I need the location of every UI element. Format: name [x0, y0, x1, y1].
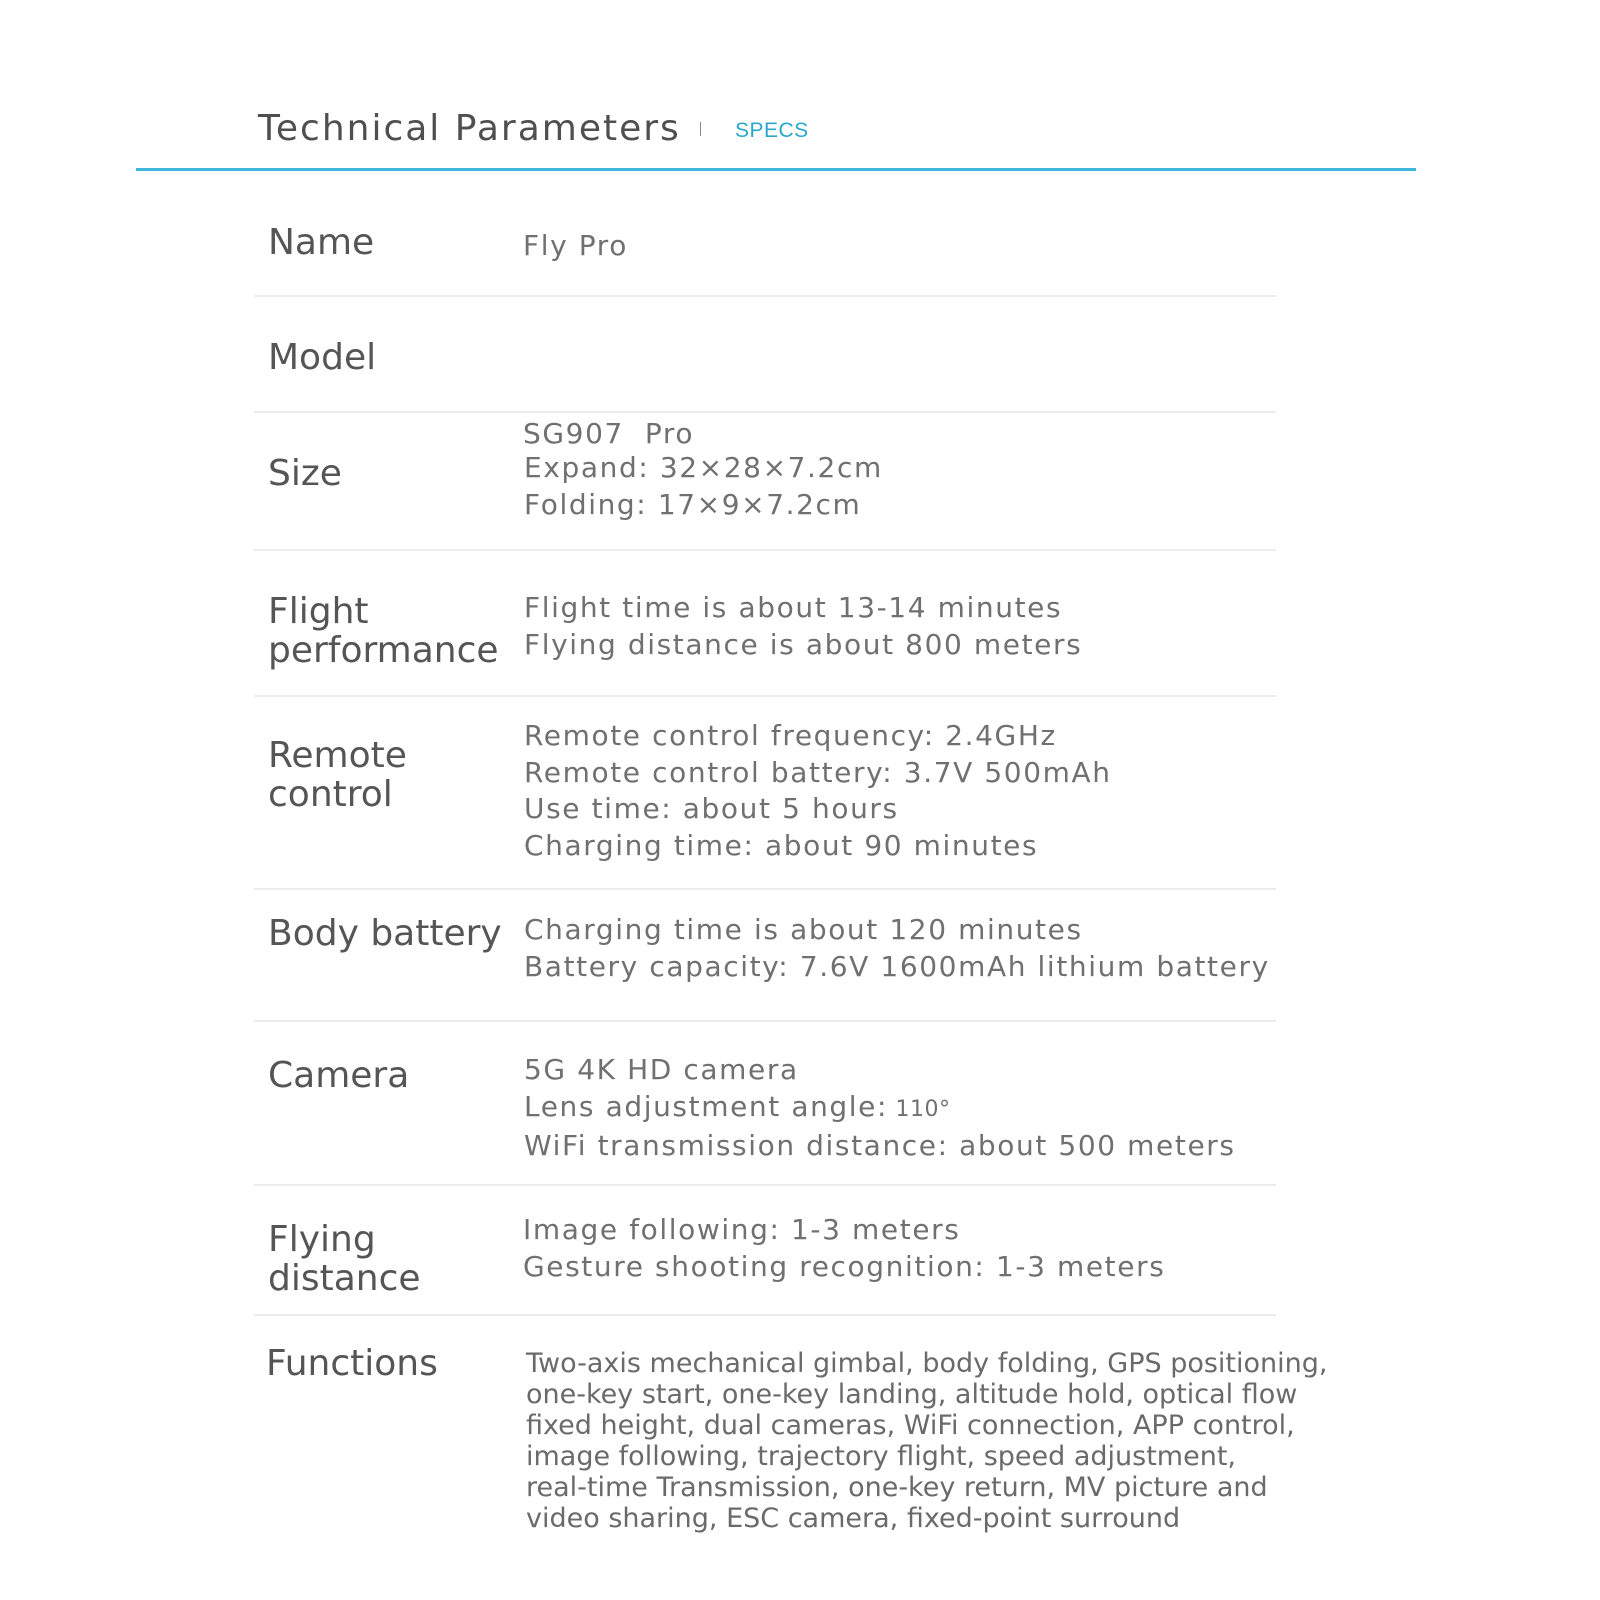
row-divider [254, 888, 1276, 890]
spec-functions-text [526, 1348, 1328, 1534]
spec-values [524, 718, 1112, 864]
spec-label-line: performance [268, 630, 499, 671]
spec-values [524, 450, 883, 523]
spec-value: 5G 4K HD camera [524, 1053, 799, 1086]
spec-value-degree: 110° [888, 1096, 951, 1122]
functions-line: Two-axis mechanical gimbal, body folding, GPS positioning, [526, 1348, 1328, 1379]
page-subtitle: SPECS [735, 119, 809, 142]
spec-value: Battery capacity: 7.6V 1600mAh lithium battery [524, 949, 1270, 983]
spec-value: Gesture shooting recognition: 1-3 meters [523, 1249, 1166, 1283]
spec-label-line: Remote [268, 735, 407, 776]
spec-value: Charging time: about 90 minutes [524, 828, 1039, 862]
functions-line: real-time Transmission, one-key return, MV picture and [526, 1472, 1268, 1503]
spec-label: Camera [268, 1055, 410, 1096]
spec-value: Charging time is about 120 minutes [524, 913, 1083, 946]
spec-value: Remote control frequency: 2.4GHz [524, 719, 1057, 752]
spec-value-angle [524, 1089, 1236, 1129]
spec-label: Functions [266, 1343, 438, 1384]
spec-value: Use time: about 5 hours [524, 792, 899, 825]
row-divider [254, 549, 1276, 551]
row-divider [254, 1314, 1276, 1316]
spec-value: SG907 Pro [523, 417, 695, 450]
spec-value: Fly Pro [523, 229, 628, 262]
spec-values [524, 590, 1082, 663]
spec-label-line: Flying [268, 1219, 376, 1260]
spec-value: Remote control battery: 3.7V 500mAh [524, 755, 1112, 789]
spec-values [524, 1052, 1236, 1165]
functions-line: video sharing, ESC camera, fixed-point surround [526, 1503, 1181, 1534]
header-rule [136, 168, 1416, 171]
functions-line: one-key start, one-key landing, altitude hold, optical flow [526, 1379, 1298, 1410]
functions-line: fixed height, dual cameras, WiFi connection, APP control, [526, 1410, 1295, 1441]
functions-line: image following, trajectory flight, speed adjustment, [526, 1441, 1236, 1472]
spec-label [268, 1220, 513, 1298]
row-divider [254, 1020, 1276, 1022]
spec-value: Flying distance is about 800 meters [524, 627, 1083, 661]
spec-value: Image following: 1-3 meters [523, 1213, 961, 1246]
spec-label: Model [268, 337, 377, 378]
spec-values [524, 912, 1270, 985]
spec-values [523, 1212, 1165, 1285]
spec-label: Name [268, 222, 375, 263]
spec-label [268, 736, 513, 814]
spec-label-line: distance [268, 1258, 421, 1299]
spec-value: Folding: 17×9×7.2cm [524, 487, 862, 521]
spec-values [523, 228, 628, 265]
spec-value: WiFi transmission distance: about 500 meters [524, 1129, 1236, 1162]
spec-label-line: control [268, 774, 393, 815]
row-divider [254, 411, 1276, 413]
spec-label [268, 592, 513, 670]
row-divider [254, 1184, 1276, 1186]
page-title: Technical Parameters [258, 108, 681, 149]
spec-label-line: Flight [268, 591, 369, 632]
spec-label: Size [268, 453, 342, 494]
row-divider [254, 295, 1276, 297]
title-separator [700, 122, 701, 136]
spec-value: Expand: 32×28×7.2cm [524, 451, 883, 484]
spec-label: Body battery [268, 913, 502, 954]
spec-value: Flight time is about 13-14 minutes [524, 591, 1063, 624]
spec-value: Lens adjustment angle: [524, 1089, 889, 1123]
row-divider [254, 695, 1276, 697]
